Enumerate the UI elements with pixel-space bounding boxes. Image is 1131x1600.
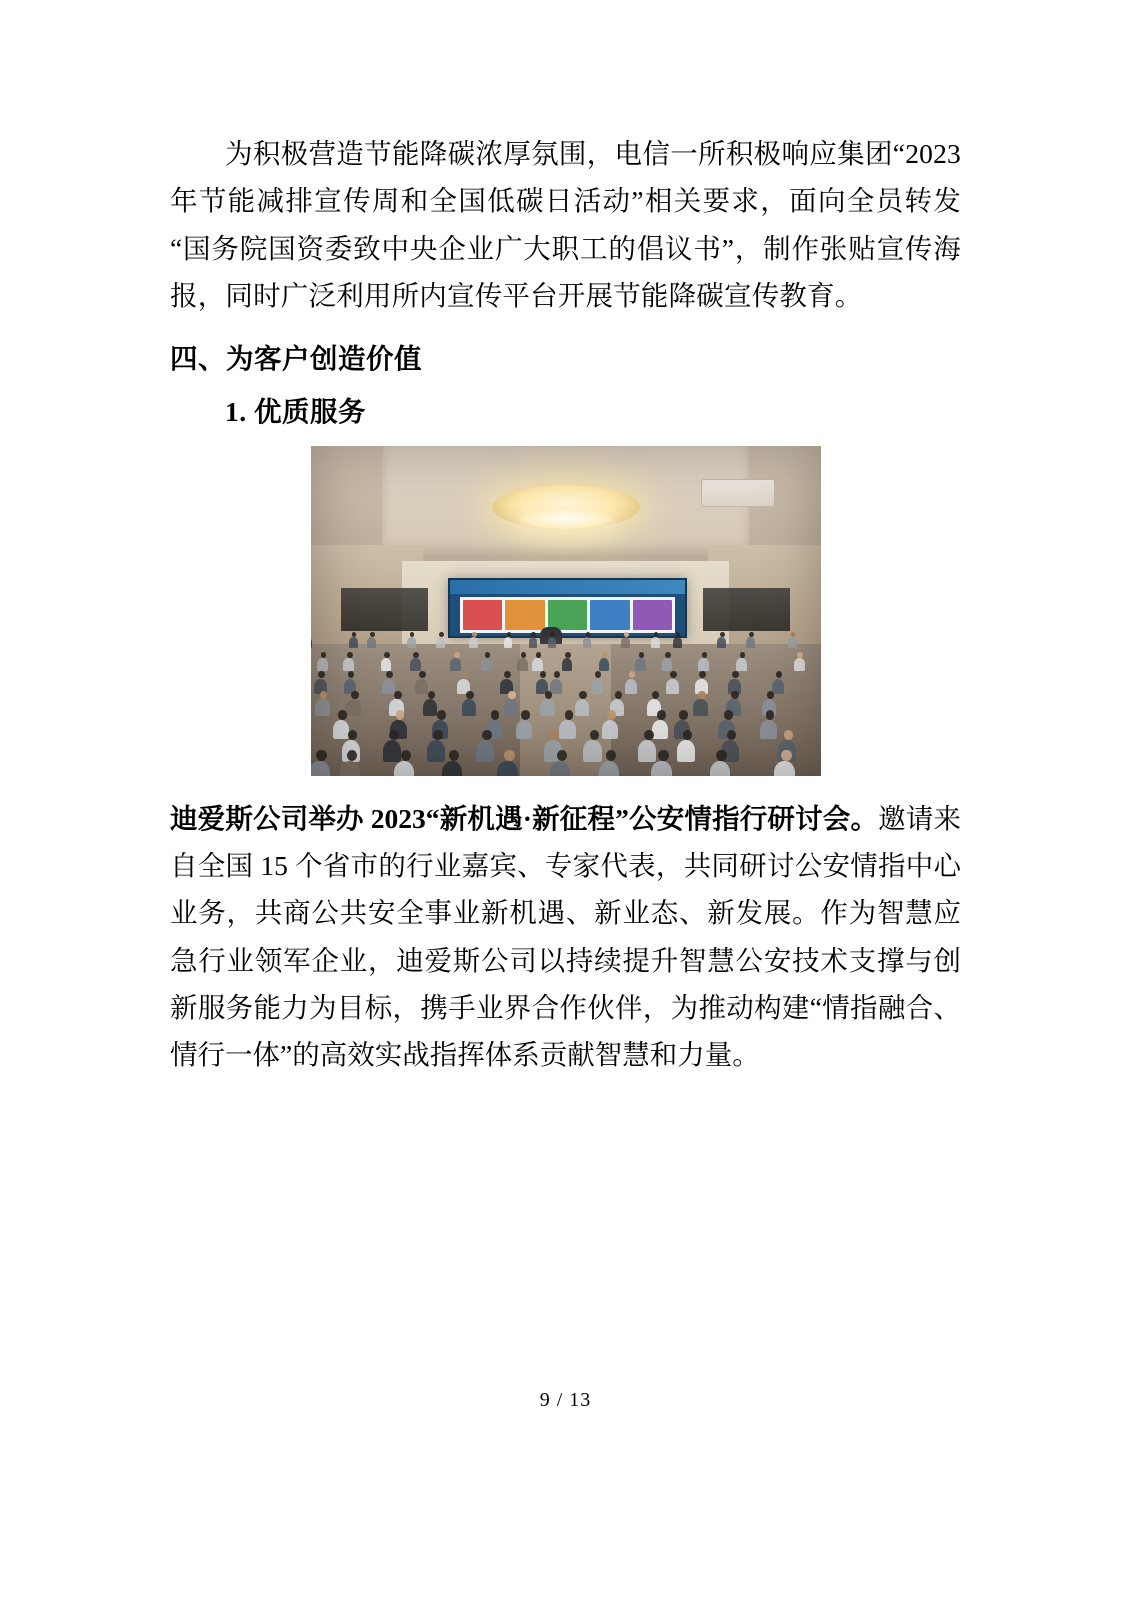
caption-lead: 迪爱斯公司举办 2023“新机遇·新征程”公安情指行研讨会。: [170, 802, 879, 834]
sub-heading: 1. 优质服务: [225, 396, 366, 428]
photo-audience: [311, 624, 821, 776]
chandelier-light-inner: [518, 510, 614, 530]
figure-caption-paragraph: [170, 795, 961, 1079]
section-heading: 四、为客户创造价值: [170, 343, 422, 375]
body-paragraph-1: 为积极营造节能降碳浓厚氛围，电信一所积极响应集团“2023年节能减排宣传周和全国低碳日活动”相关要求，面向全员转发“国务院国资委致中央企业广大职工的倡议书”，制作张贴宣传海报，同时广泛利用所内宣传平台开展节能降碳宣传教育。: [170, 138, 961, 311]
screen-title-bar: [450, 580, 685, 595]
page-number: 9 / 13: [539, 1389, 592, 1411]
conference-photo: [311, 446, 821, 776]
air-conditioner-icon: [701, 479, 775, 507]
caption-body: 邀请来自全国 15 个省市的行业嘉宾、专家代表，共同研讨公安情指中心业务，共商公共安全事业新机遇、新业态、新发展。作为智慧应急行业领军企业，迪爱斯公司以持续提升智慧公安技术支撑与创新服务能力为目标，携手业界合作伙伴，为推动构建“情指融合、情行一体”的高效实战指挥体系贡献智慧和力量。: [170, 802, 962, 1071]
figure-block: [170, 446, 961, 781]
